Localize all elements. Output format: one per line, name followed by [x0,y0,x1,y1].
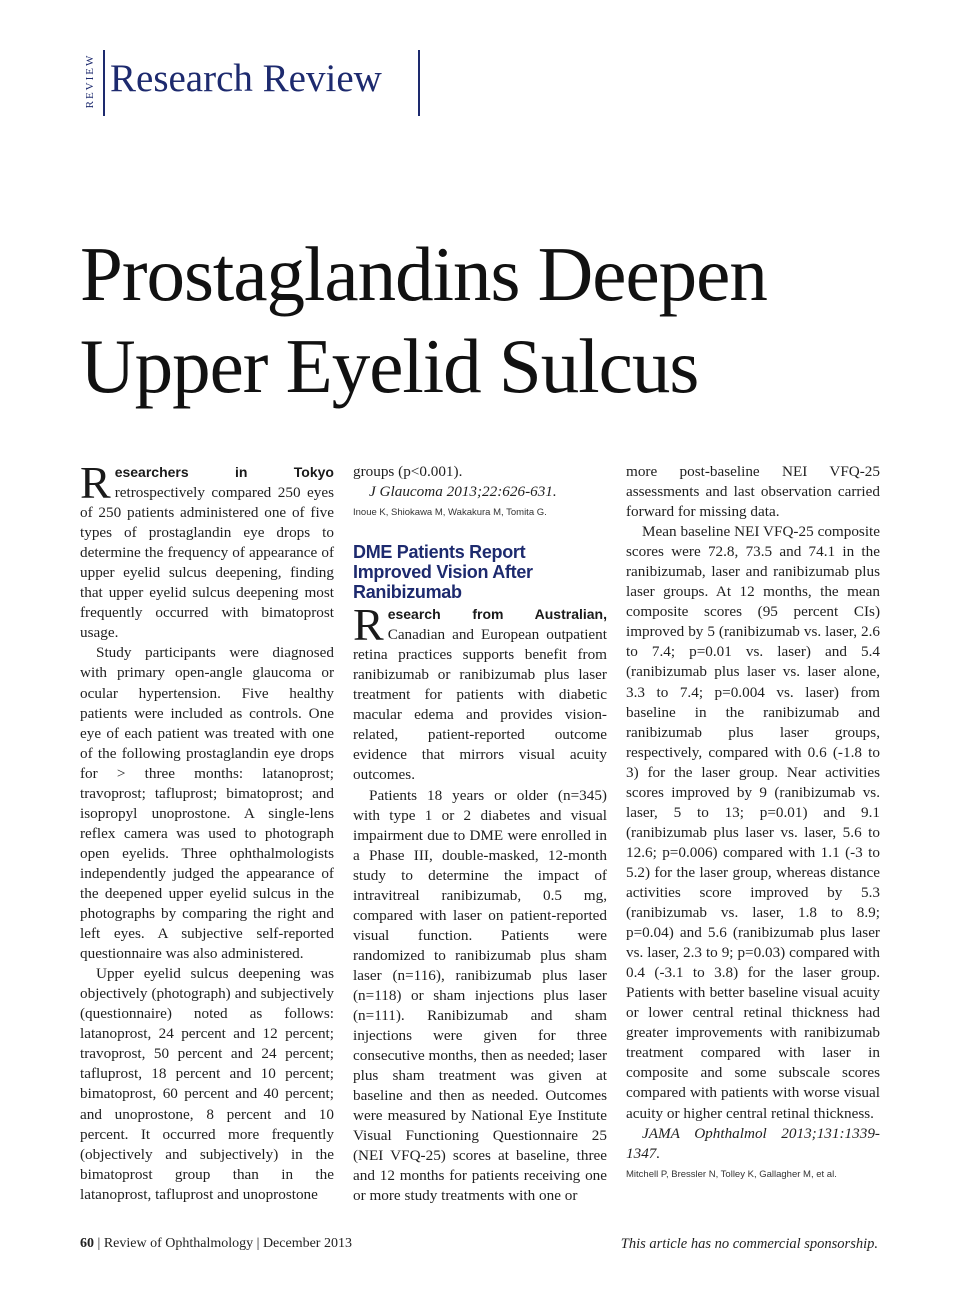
article1-paragraph-2: Study participants were diagnosed with primary open-angle glaucoma or ocular hypertension. Five healthy patients were included as controls. One eye of each patient was treated with one of the following prostaglandin eye drops for > three months: latanoprost; travoprost; tafluprost; bimatoprost; and isopropyl unoprostone. A single-lens reflex camera was used to photograph open eyelids. Three ophthalmologists independently judged the appearance of the deepened upper eyelid sulcus in the photographs by comparing the right and left eyes. A subjective self-reported questionnaire was also administered. [80,644,334,963]
article2-paragraph-1: Research from Australian, Canadian and European outpatient retina practices supports benefit from ranibizumab or ranibizumab plus laser treatment for patients with diabetic macular edema and provides vision-related, patient-reported outcome evidence that mirrors visual acuity outcomes. [353,599,607,784]
header-divider-left [103,50,105,116]
headline-line-2: Upper Eyelid Sulcus [80,323,699,409]
headline-line-1: Prostaglandins Deepen [80,231,767,317]
article1-dropcap: R [80,457,111,508]
page-footer: 60 | Review of Ophthalmology | December 2013 [80,1236,352,1251]
column-2 [353,462,607,1207]
article1-paragraph-1: Researchers in Tokyo retrospectively compared 250 eyes of 250 patients administered one of five types of prostaglandin eye drops to determine the frequency of appearance of upper eyelid sulcus deepening, finding that upper eyelid sulcus deepening most frequently occurred with bimatoprost usage. [80,457,334,642]
sponsorship-note: This article has no commercial sponsorship. [620,1236,878,1252]
article1-citation: J Glaucoma 2013;22:626-631. [369,483,557,501]
article2-lead: esearch from Australian, [387,606,607,623]
column-3 [626,462,880,1182]
article2-paragraph-2: Patients 18 years or older (n=345) with type 1 or 2 diabetes and visual impairment due to DME were enrolled in a Phase III, double-masked, 12-month study to determine the impact of intravitreal ranibizumab, 0.5 mg, compared with laser on patient-reported visual function. Patients were randomized to ranibizumab plus sham laser (n=116), ranibizumab plus laser (n=118) or sham injections plus laser (n=111). Ranibizumab and sham injections were given for three consecutive months, then as needed; laser plus sham treatment was given at baseline and then as needed. Outcomes were measured by National Eye Institute Visual Functioning Questionnaire 25 (NEI VFQ-25) scores at baseline, three and 12 months for patients receiving one or more study treatments with one or [353,786,607,1205]
article2-paragraph-2-continued: more post-baseline NEI VFQ-25 assessments and last observation carried forward for missing data. [626,463,880,521]
section-title: Research Review [110,57,382,100]
column-1 [80,457,334,1205]
article1-paragraph-3-continued: groups (p<0.001). [353,463,463,480]
publication-name: Review of Ophthalmology [103,1236,254,1251]
article1-authors: Inoue K, Shiokawa M, Wakakura M, Tomita G. [353,507,547,519]
article2-title: DME Patients Report Improved Vision After Ranibizumab [353,542,533,603]
section-header [80,46,440,118]
article2-paragraph-3: Mean baseline NEI VFQ-25 composite scores were 72.8, 73.5 and 74.1 in the ranibizumab, laser and ranibizumab plus laser groups. At 12 months, the mean composite scores (95 percent CIs) improved by 5 (ranibizumab vs. laser, 2.6 to 7.4; p=0.01 vs. laser) and 5.4 (ranibizumab plus laser vs. laser alone, 3.3 to 7.4; p=0.004 vs. laser) from baseline in the ranibizumab and ranibizumab plus laser groups, respectively, compared with 0.6 (-1.8 to 3) for the laser group. Near activities scores improved by 9 (ranibizumab vs. laser, 5 to 13; p=0.01) and 9.1 (ranibizumab plus laser vs. laser, 5.6 to 12.6; p=0.006) compared with 1.1 (-3 to 5.2) for the laser group, whereas distance activities score improved by 5.3 (ranibizumab vs. laser, 1.8 to 8.9; p=0.04) and 5.6 (ranibizumab plus laser vs. laser, 2.3 to 9; p=0.03) compared with 0.4 (-3.1 to 3.8) for the laser group. Patients with better baseline visual acuity or lower central retinal thickness had greater improvements with ranibizumab treatment compared with laser in composite and some subscale scores compared with patients with worse visual acuity or higher central retinal thickness. [626,523,880,1122]
section-tag-label: REVIEW [84,53,96,109]
issue-date: December 2013 [262,1236,352,1251]
section-tag [80,46,100,116]
article-headline [80,228,880,412]
article2-authors: Mitchell P, Bressler N, Tolley K, Gallagher M, et al. [626,1168,837,1180]
header-divider-right [418,50,420,116]
article1-lead: esearchers in Tokyo [114,464,334,480]
article1-paragraph-3: Upper eyelid sulcus deepening was objectively (photograph) and subjectively (questionnaire) noted as follows: latanoprost, 24 percent and 12 percent; travoprost, 50 percent and 24 percent; tafluprost, 18 percent and 10 percent; bimatoprost, 60 percent and 40 percent; and unoprostone, 8 percent and 10 percent. It occurred more frequently (objectively and subjectively) in the bimatoprost group than in the latanoprost, tafluprost and unoprostone [80,965,334,1203]
page-number: 60 [80,1236,94,1251]
article2-citation: JAMA Ophthalmol 2013;131:1339-1347. [626,1124,880,1162]
article2-dropcap: R [353,599,384,651]
